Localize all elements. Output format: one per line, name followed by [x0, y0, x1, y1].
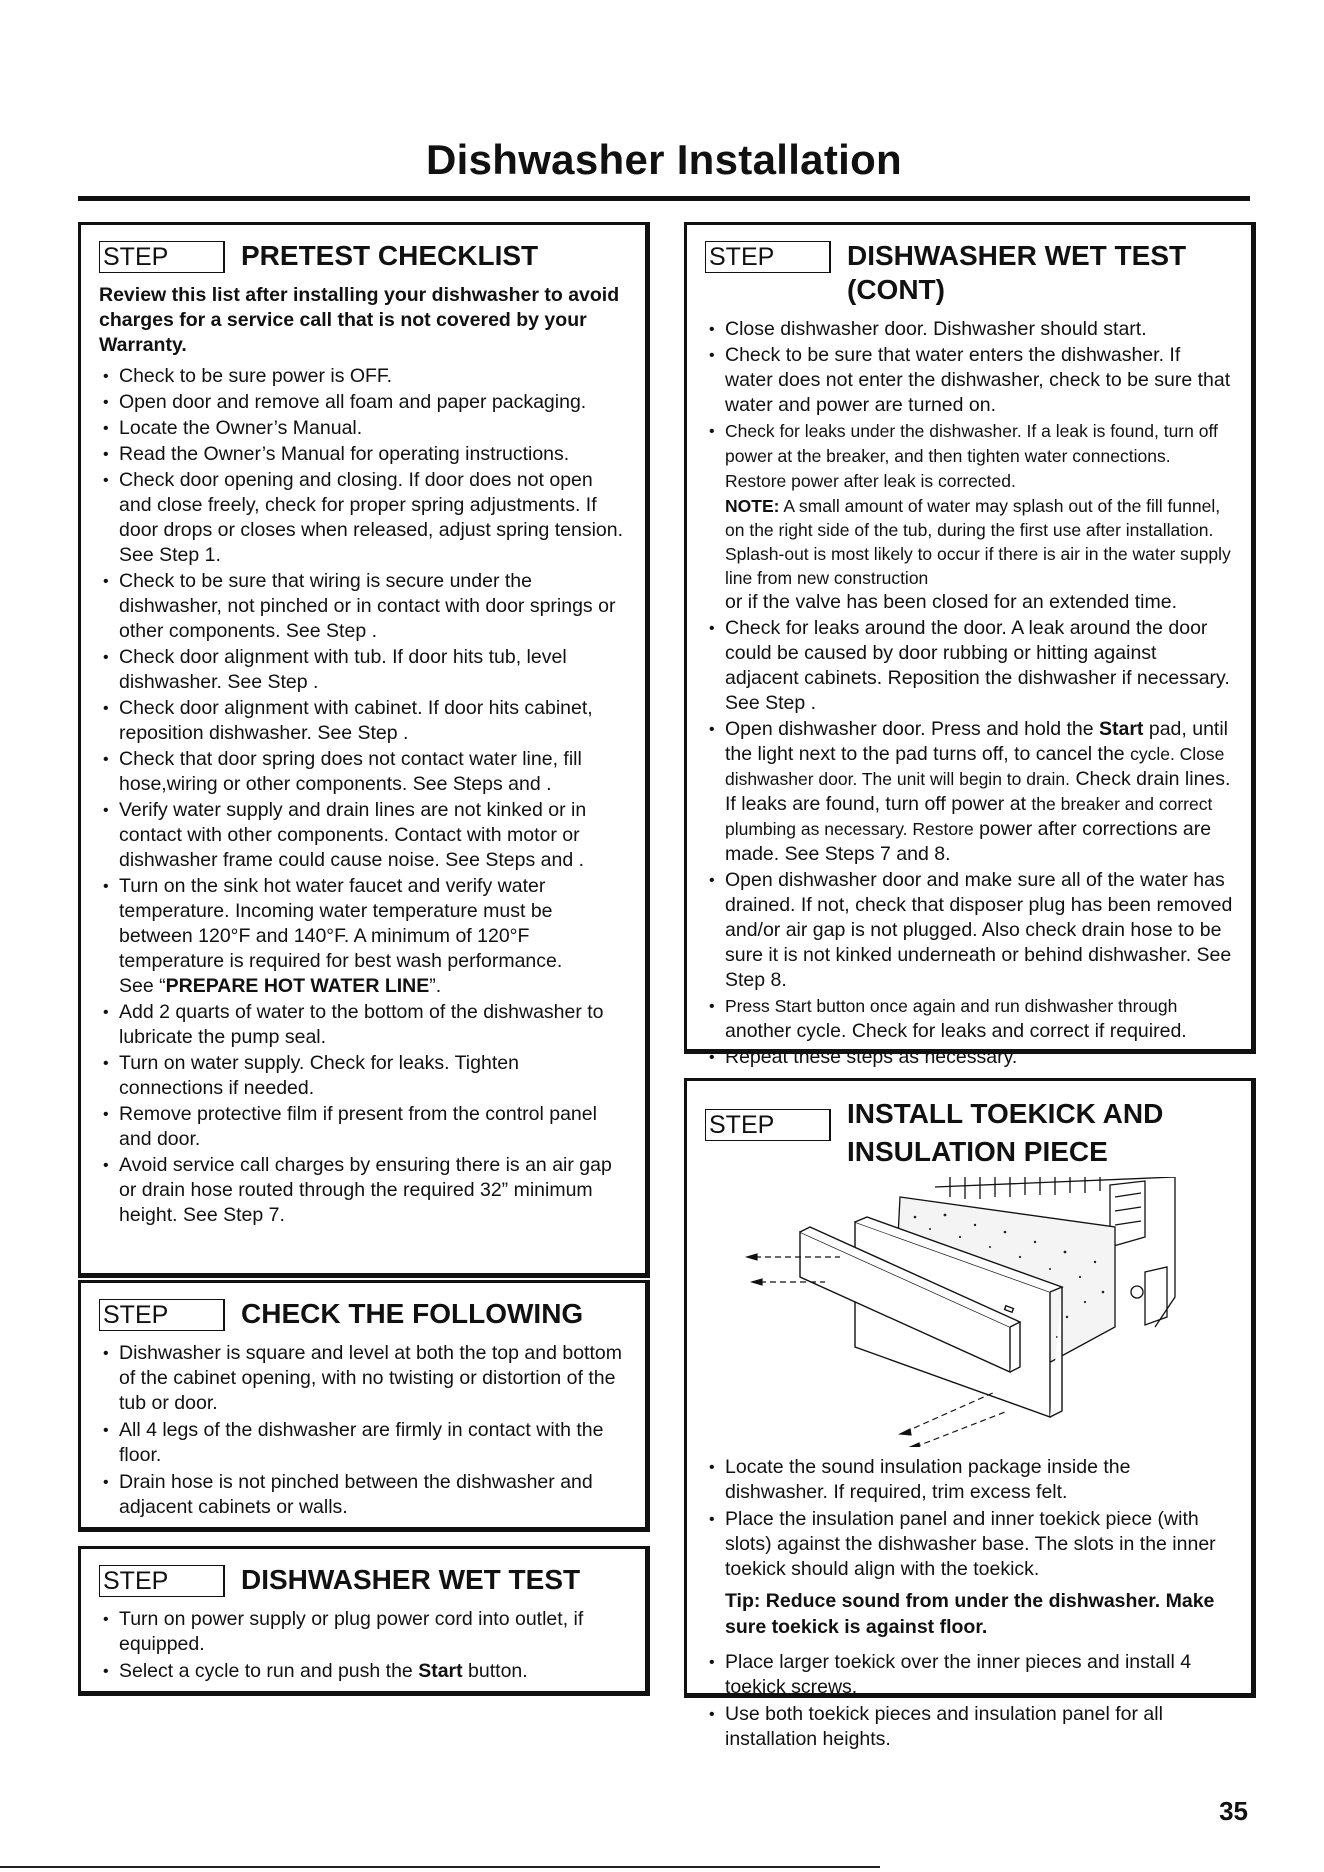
list-item: • Open dishwasher door and make sure all of the water has drained. If not, check that disposer plug has been removed and/or air gap is not plugged. Also check drain hose to be sure it is not kinked underneath or behind dishwasher. See Step 8.: [705, 868, 1233, 993]
toekick-list-b: [705, 1650, 1233, 1752]
list-item: • Place the insulation panel and inner toekick piece (with slots) against the dishwasher base. The slots in the inner toekick should align with the toekick.: [705, 1507, 1233, 1582]
list-item: • Use both toekick pieces and insulation panel for all installation heights.: [705, 1702, 1233, 1752]
list-item: • Turn on water supply. Check for leaks. Tighten connections if needed.: [99, 1051, 627, 1101]
section-title: INSTALL TOEKICK AND INSULATION PIECE: [847, 1098, 1164, 1167]
title-divider: [78, 196, 1250, 201]
section-header: [99, 239, 627, 273]
note-label: NOTE:: [725, 496, 780, 516]
start-pad-reference: Start: [1099, 718, 1144, 740]
bottom-divider: [0, 1866, 880, 1868]
list-item: • Check for leaks around the door. A leak around the door could be caused by door rubbing or hitting against adjacent cabinets. Reposition the dishwasher if necessary. See Step .: [705, 616, 1233, 716]
section-header: [705, 239, 1233, 307]
list-item: • Check door alignment with tub. If door hits tub, level dishwasher. See Step .: [99, 645, 627, 695]
list-item: • Drain hose is not pinched between the dishwasher and adjacent cabinets or walls.: [99, 1470, 627, 1520]
check-following-list: [99, 1341, 627, 1520]
list-item: • Check for leaks under the dishwasher. If a leak is found, turn off power at the breaker, and then tighten water connections. Restore power after leak is corrected. NOTE: A small amount of water may splash out of the fill funnel, on the right side of the tub, during the first use after installation. Splash-out is most likely to occur if there is air in the water supply line from new construction or if the valve has been closed for an extended time.: [705, 419, 1233, 615]
note: NOTE: A small amount of water may splash out of the fill funnel, on the right side of the tub, during the first use after installation. Splash-out is most likely to occur if there is air in the water supply line from new construction: [725, 496, 1231, 588]
list-item: • Check door opening and closing. If door does not open and close freely, check for proper spring adjustments. If door drops or closes when released, adjust spring tension. See Step 1.: [99, 468, 627, 568]
list-item: • Check to be sure power is OFF.: [99, 364, 627, 389]
list-item: • Turn on the sink hot water faucet and verify water temperature. Incoming water temperature must be between 120°F and 140°F. A minimum of 120°F temperature is required for best wash performance. See “PREPARE HOT WATER LINE”.: [99, 874, 627, 999]
section-title: CHECK THE FOLLOWING: [241, 1298, 584, 1329]
pretest-intro: Review this list after installing your dishwasher to avoid charges for a service call that is not covered by your Warranty.: [99, 284, 620, 356]
page-number: 35: [1219, 1796, 1248, 1826]
list-item: • Check door alignment with cabinet. If door hits cabinet, reposition dishwasher. See Step .: [99, 696, 627, 746]
list-item: • Check to be sure that wiring is secure under the dishwasher, not pinched or in contact with door springs or other components. See Step .: [99, 569, 627, 644]
step-tag: STEP: [99, 1299, 225, 1331]
list-item: • All 4 legs of the dishwasher are firmly in contact with the floor.: [99, 1418, 627, 1468]
step-tag: STEP: [99, 1565, 225, 1597]
list-item: • Verify water supply and drain lines are not kinked or in contact with other components. Contact with motor or dishwasher frame could cause noise. See Steps and .: [99, 798, 627, 873]
list-item: • Press Start button once again and run dishwasher through another cycle. Check for leaks and correct if required.: [705, 994, 1233, 1044]
list-item: • Locate the Owner’s Manual.: [99, 416, 627, 441]
section-title: DISHWASHER WET TEST (CONT): [847, 240, 1187, 305]
step-tag: STEP: [705, 1109, 831, 1141]
list-item: • Select a cycle to run and push the Start button.: [99, 1659, 627, 1684]
list-item: • Open door and remove all foam and paper packaging.: [99, 390, 627, 415]
list-item: • Place larger toekick over the inner pieces and install 4 toekick screws.: [705, 1650, 1233, 1700]
list-item: • Repeat these steps as necessary.: [705, 1045, 1233, 1070]
wet-test-cont-section: [684, 222, 1256, 1068]
section-header: [99, 1563, 627, 1597]
wet-test-cont-list: [705, 317, 1233, 1070]
pretest-checklist-section: [78, 222, 650, 1278]
list-item: • Turn on power supply or plug power cord into outlet, if equipped.: [99, 1607, 627, 1657]
list-item: • Dishwasher is square and level at both the top and bottom of the cabinet opening, with no twisting or distortion of the tub or door.: [99, 1341, 627, 1416]
hot-water-reference: PREPARE HOT WATER LINE: [165, 975, 430, 997]
list-item: • Check to be sure that water enters the dishwasher. If water does not enter the dishwasher, check to be sure that water and power are turned on.: [705, 343, 1233, 418]
list-item-text: Turn on the sink hot water faucet and verify water temperature. Incoming water temperature must be between 120°F and 140°F. A minimum of 120°F temperature is required for best wash performance.: [119, 875, 563, 972]
section-header: [99, 1297, 627, 1331]
list-item: • Locate the sound insulation package inside the dishwasher. If required, trim excess felt.: [705, 1455, 1233, 1505]
list-item: • Read the Owner’s Manual for operating instructions.: [99, 442, 627, 467]
list-item: • Close dishwasher door. Dishwasher should start.: [705, 317, 1233, 342]
section-title: PRETEST CHECKLIST: [241, 240, 539, 271]
step-tag: STEP: [99, 241, 225, 273]
section-title: DISHWASHER WET TEST: [241, 1564, 581, 1595]
list-item: • Check that door spring does not contact water line, fill hose,wiring or other components. See Steps and .: [99, 747, 627, 797]
check-following-section: [78, 1280, 650, 1532]
section-header: [705, 1095, 1233, 1171]
step-tag: STEP: [705, 241, 831, 273]
wet-test-list: [99, 1607, 627, 1684]
start-button-reference: Start: [418, 1660, 463, 1682]
toekick-list-a: [705, 1455, 1233, 1582]
list-item: • Avoid service call charges by ensuring there is an air gap or drain hose routed through the required 32” minimum height. See Step 7.: [99, 1153, 627, 1228]
toekick-illustration: [705, 1177, 1233, 1447]
wet-test-section: [78, 1546, 650, 1696]
list-item: • Open dishwasher door. Press and hold the Start pad, until the light next to the pad turns off, to cancel the cycle. Close dishwasher door. The unit will begin to drain. Check drain lines. If leaks are found, turn off power at the breaker and correct plumbing as necessary. Restore power after corrections are made. See Steps 7 and 8.: [705, 717, 1233, 867]
toekick-diagram: [705, 1177, 1235, 1447]
toekick-tip: Tip: Reduce sound from under the dishwasher. Make sure toekick is against floor.: [725, 1590, 1215, 1638]
toekick-section: [684, 1078, 1256, 1750]
list-item: • Remove protective film if present from the control panel and door.: [99, 1102, 627, 1152]
list-item: • Add 2 quarts of water to the bottom of the dishwasher to lubricate the pump seal.: [99, 1000, 627, 1050]
pretest-list: [99, 364, 627, 1228]
page-title: Dishwasher Installation: [425, 136, 903, 183]
